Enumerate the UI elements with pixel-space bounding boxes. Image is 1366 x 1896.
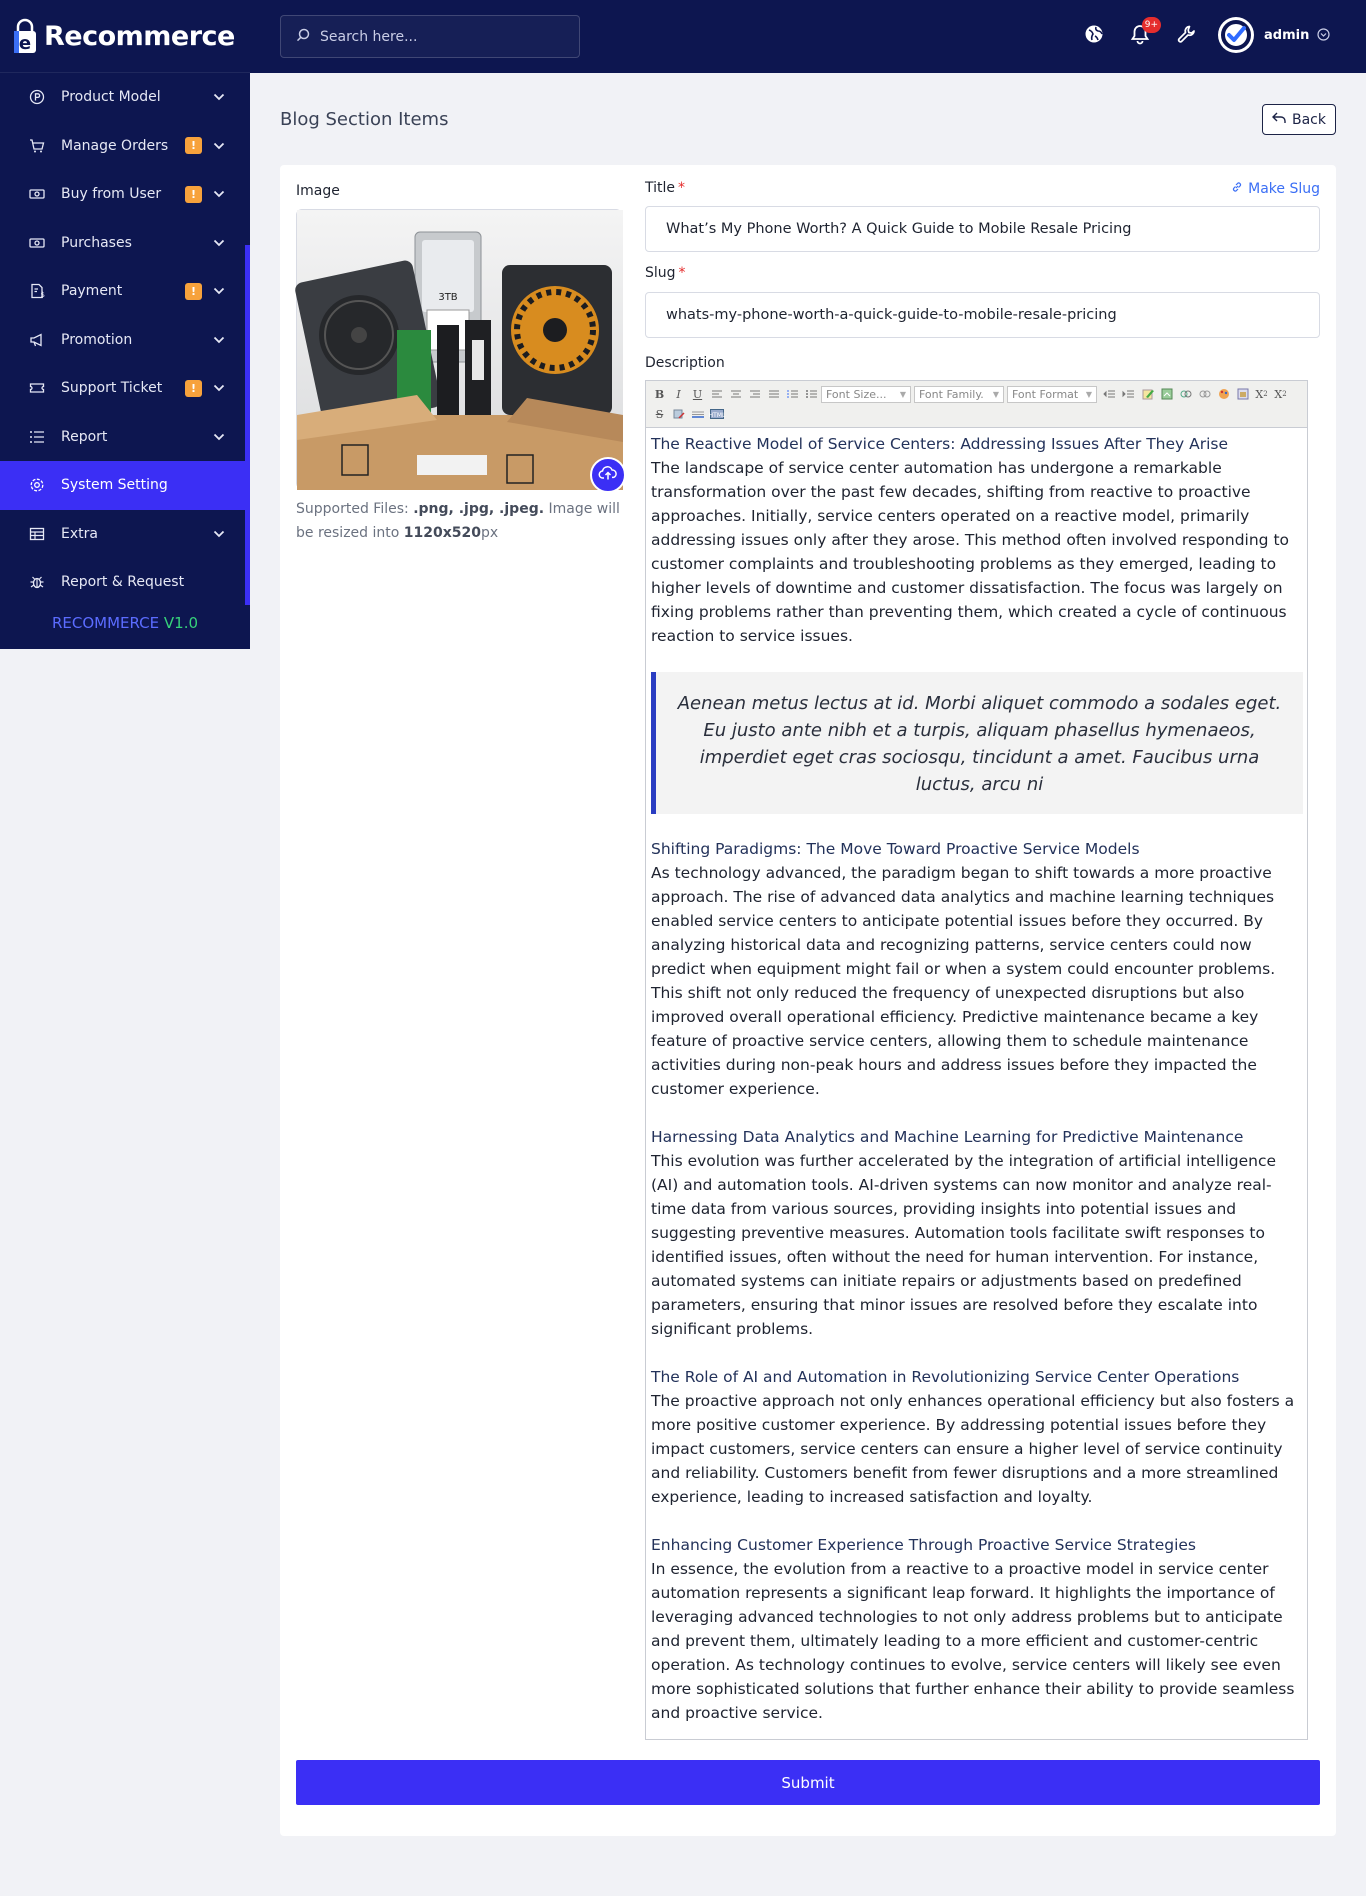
list-icon — [28, 428, 46, 446]
avatar — [1218, 17, 1254, 53]
alert-badge: ! — [185, 137, 202, 154]
edit-icon[interactable] — [1138, 385, 1157, 403]
bold-button[interactable]: B — [654, 387, 665, 401]
sidebar-item-support-ticket[interactable] — [0, 364, 250, 413]
notification-bell-icon[interactable] — [1128, 20, 1158, 46]
bug-icon — [28, 573, 46, 591]
sidebar-item-label: Report & Request — [61, 574, 185, 591]
username: admin — [1264, 27, 1310, 43]
content-paragraph: In essence, the evolution from a reactive to a proactive model in service center automation represents a significant leap forward. It highlights the importance of leveraging advanced technologies to not only address problems but to anticipate and prevent them, ultimately leading to a more efficient and customer-centric operation. As technology continues to evolve, service centers will likely see even more sophisticated solutions that further enhance their ability to provide seamless and proactive service. — [651, 1560, 1295, 1722]
justify-button[interactable] — [764, 385, 783, 403]
make-slug-label: Make Slug — [1248, 181, 1320, 197]
description-label: Description — [645, 355, 725, 371]
back-button[interactable] — [1262, 104, 1336, 135]
chevron-down-icon — [212, 381, 226, 395]
chevron-down-icon — [212, 527, 226, 541]
sidebar-item-manage-orders[interactable] — [0, 122, 250, 171]
sidebar-item-report-request[interactable] — [0, 558, 250, 607]
sidebar-item-label: Extra — [61, 525, 98, 542]
strikethrough-button[interactable]: S — [655, 407, 664, 421]
sidebar-item-label: Promotion — [61, 331, 133, 348]
search-icon — [296, 27, 310, 46]
chevron-down-icon — [212, 333, 226, 347]
cash-icon — [28, 234, 46, 252]
chevron-down-icon — [212, 284, 226, 298]
required-marker: * — [678, 265, 686, 281]
globe-icon[interactable] — [1082, 22, 1106, 46]
link-icon — [1231, 181, 1243, 197]
chevron-down-icon — [212, 236, 226, 250]
sidebar-item-label: Buy from User — [61, 186, 162, 203]
sidebar-item-product-model[interactable] — [0, 73, 250, 122]
supported-files-note — [296, 497, 626, 545]
sidebar-item-buy-from-user[interactable] — [0, 170, 250, 219]
sidebar-item-label: Report — [61, 428, 108, 445]
slug-label — [645, 265, 686, 281]
title-label-text: Title — [645, 180, 676, 196]
cart-icon — [28, 137, 46, 155]
dropdown-arrow-icon: ▼ — [992, 389, 999, 399]
sidebar-item-label: Payment — [61, 283, 123, 300]
chevron-down-icon — [212, 90, 226, 104]
chevron-down-icon — [1317, 26, 1330, 45]
title-input[interactable] — [645, 206, 1320, 252]
html-source-button[interactable] — [707, 405, 726, 423]
alert-badge: ! — [185, 380, 202, 397]
content-paragraph: The landscape of service center automation has undergone a remarkable transformation over the past few decades, shifting from reactive to proactive approaches. Initially, service centers operated on a reactive model, primarily addressing issues only after they arose. This method often involved responding to customer complaints and troubleshooting problems as they emerged, leading to higher levels of downtime and customer dissatisfaction. The focus was largely on fixing problems rather than preventing them, which created a cycle of continuous reaction to service issues. — [651, 459, 1290, 645]
content-paragraph: This evolution was further accelerated by the integration of artificial intelligence (AI) and automation tools. AI-driven systems can now monitor and analyze real-time data from various sources, providing insights into potential issues and suggesting preventive measures. Automation tools facilitate swift responses to identified issues, often without the need for human intervention. For instance, automated systems can initiate repairs or adjustments based on predefined parameters, ensuring that minor issues are resolved before they escalate into significant problems. — [651, 1152, 1277, 1338]
payment-icon — [28, 282, 46, 300]
font-size-value: Font Size... — [826, 387, 887, 401]
submit-button[interactable]: Submit — [296, 1760, 1320, 1805]
insert-media-button[interactable] — [1233, 385, 1252, 403]
logo-icon — [10, 16, 40, 56]
brand-logo[interactable] — [0, 0, 250, 73]
clear-format-button[interactable] — [669, 405, 688, 423]
blog-form-card — [280, 165, 1336, 1836]
top-header — [250, 0, 1366, 73]
font-family-select[interactable] — [914, 386, 1004, 403]
hardware-box-image — [297, 210, 623, 490]
subscript-button[interactable]: X 2 — [1255, 387, 1268, 401]
font-format-select[interactable] — [1007, 386, 1097, 403]
align-left-button[interactable] — [707, 385, 726, 403]
sidebar-item-report[interactable] — [0, 413, 250, 462]
supported-prefix: Supported Files: — [296, 501, 414, 517]
insert-image-button[interactable] — [1157, 385, 1176, 403]
sidebar-scrollbar[interactable] — [245, 245, 250, 605]
image-label: Image — [296, 183, 340, 199]
content-heading: The Reactive Model of Service Centers: Addressing Issues After They Arise — [651, 435, 1229, 453]
italic-button[interactable]: I — [676, 387, 681, 401]
color-palette-icon[interactable] — [1214, 385, 1233, 403]
svg-text:HTML: HTML — [708, 412, 725, 419]
chevron-down-icon — [212, 430, 226, 444]
version-brand: RECOMMERCE — [51, 614, 160, 632]
user-menu[interactable] — [1218, 15, 1330, 55]
version-label — [0, 614, 250, 632]
supported-types: .png, .jpg, .jpeg. — [413, 501, 545, 517]
content-blockquote: Aenean metus lectus at id. Morbi aliquet commodo a sodales eget. Eu justo ante nibh et a turpis, aliquam phasellus hymenaeos, imperdiet eget cras sociosqu, tincidunt a amet. Faucibus urna luctus, arcu ni — [651, 672, 1303, 814]
back-arrow-icon — [1272, 112, 1286, 128]
supported-mid: Image will be resized into — [296, 501, 620, 541]
brand-name: Recommerce — [44, 20, 235, 52]
svg-text:e: e — [18, 33, 32, 54]
editor-content[interactable] — [646, 428, 1307, 1725]
make-slug-link[interactable] — [1231, 181, 1320, 197]
version-number: V1.0 — [163, 614, 199, 632]
chevron-down-icon — [212, 187, 226, 201]
sidebar-item-label: Purchases — [61, 234, 132, 251]
required-marker: * — [678, 180, 686, 196]
slug-label-text: Slug — [645, 265, 676, 281]
ordered-list-button[interactable] — [783, 385, 802, 403]
settings-icon — [28, 476, 46, 494]
underline-button[interactable]: U — [692, 387, 703, 401]
table-icon — [28, 525, 46, 543]
megaphone-icon — [28, 331, 46, 349]
superscript-button[interactable]: X 2 — [1274, 387, 1287, 401]
cloud-upload-icon — [599, 465, 617, 485]
product-icon — [28, 88, 46, 106]
page-title: Blog Section Items — [280, 109, 449, 130]
sidebar-item-payment[interactable] — [0, 267, 250, 316]
content-heading: Harnessing Data Analytics and Machine Learning for Predictive Maintenance — [651, 1128, 1244, 1146]
content-paragraph: The proactive approach not only enhances operational efficiency but also fosters a more positive customer experience. By addressing potential issues before they impact customers, service centers can ensure a higher level of service continuity and reliability. Customers benefit from fewer disruptions and a more streamlined experience, leading to increased satisfaction and loyalty. — [651, 1392, 1295, 1506]
alert-badge: ! — [185, 186, 202, 203]
font-format-value: Font Format — [1012, 387, 1079, 401]
sidebar — [0, 0, 250, 649]
sidebar-item-label: Manage Orders — [61, 137, 169, 154]
upload-image-button[interactable] — [590, 457, 626, 493]
content-heading: Shifting Paradigms: The Move Toward Proactive Service Models — [651, 840, 1140, 858]
dropdown-arrow-icon: ▼ — [899, 389, 906, 399]
dropdown-arrow-icon: ▼ — [1085, 389, 1092, 399]
sidebar-item-extra[interactable] — [0, 510, 250, 559]
align-center-button[interactable] — [726, 385, 745, 403]
sidebar-item-purchases[interactable] — [0, 219, 250, 268]
search-input[interactable] — [320, 29, 560, 45]
svg-text:3TB: 3TB — [438, 292, 458, 303]
link-button[interactable] — [1176, 385, 1195, 403]
font-family-value: Font Family. — [919, 387, 984, 401]
rich-text-editor[interactable] — [645, 380, 1308, 1740]
wrench-icon[interactable] — [1174, 22, 1198, 46]
content-heading: Enhancing Customer Experience Through Proactive Service Strategies — [651, 1536, 1196, 1554]
content-heading: The Role of AI and Automation in Revolutionizing Service Center Operations — [651, 1368, 1240, 1386]
image-preview[interactable] — [296, 209, 622, 489]
supported-unit: px — [480, 525, 499, 541]
sidebar-item-system-setting[interactable] — [0, 461, 250, 510]
back-button-label: Back — [1292, 111, 1326, 128]
sidebar-item-label: System Setting — [61, 477, 168, 494]
outdent-button[interactable] — [1100, 385, 1119, 403]
unordered-list-button[interactable] — [802, 385, 821, 403]
align-right-button[interactable] — [745, 385, 764, 403]
content-paragraph: As technology advanced, the paradigm began to shift towards a more proactive approach. The rise of advanced data analytics and machine learning techniques enabled service centers to anticipate potential issues before they occurred. By analyzing historical data and recognizing patterns, service centers could now predict when equipment might fail or when a system could encounter problems. This shift not only reduced the frequency of unexpected disruptions but also improved overall operational efficiency. Predictive maintenance became a key feature of proactive service centers, allowing them to schedule maintenance activities during non-peak hours and address issues before they impacted the customer experience. — [651, 864, 1276, 1098]
sidebar-nav — [0, 73, 250, 607]
sidebar-item-label: Support Ticket — [61, 380, 163, 397]
search-box[interactable] — [280, 15, 580, 58]
slug-input[interactable] — [645, 292, 1320, 338]
sidebar-item-label: Product Model — [61, 89, 161, 106]
unlink-button[interactable] — [1195, 385, 1214, 403]
font-size-select[interactable] — [821, 386, 911, 403]
cash-icon — [28, 185, 46, 203]
title-label — [645, 180, 685, 196]
notification-count-badge: 9+ — [1142, 17, 1161, 33]
ticket-icon — [28, 379, 46, 397]
supported-size: 1120x520 — [403, 525, 481, 541]
editor-toolbar — [646, 381, 1307, 428]
indent-button[interactable] — [1119, 385, 1138, 403]
chevron-down-icon — [212, 139, 226, 153]
horizontal-rule-button[interactable] — [688, 405, 707, 423]
alert-badge: ! — [185, 283, 202, 300]
sidebar-item-promotion[interactable] — [0, 316, 250, 365]
svg-text:$: $ — [40, 291, 45, 300]
